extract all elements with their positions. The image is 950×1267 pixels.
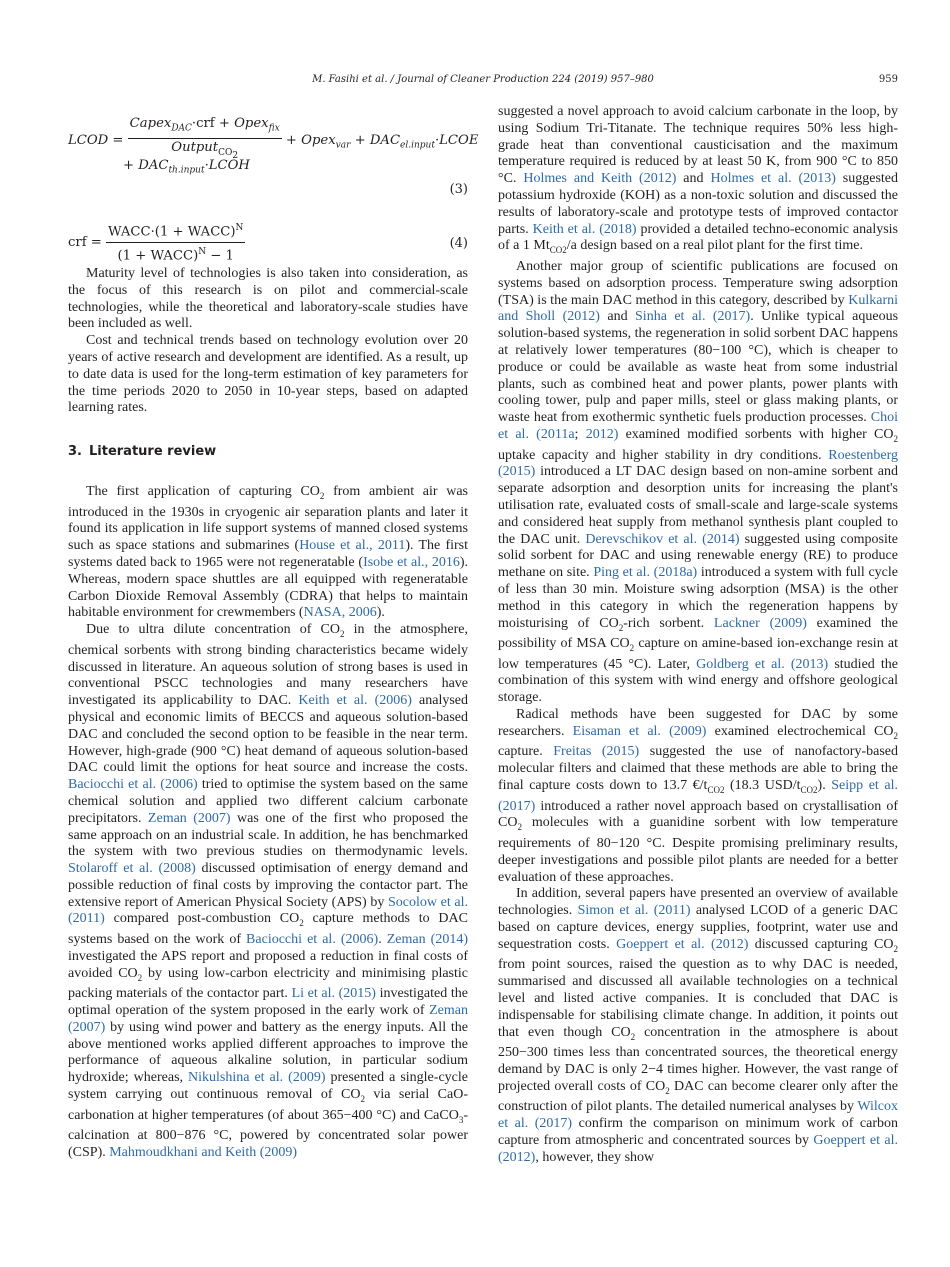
citation-link[interactable]: Derevschikov et al. (2014) <box>585 531 740 547</box>
citation-link[interactable]: NASA, 2006 <box>303 605 377 621</box>
section-heading <box>68 444 468 461</box>
citation-link[interactable]: Simon et al. (2011) <box>577 903 691 919</box>
citation-link[interactable]: Kulkarni and Sholl (2012) <box>498 292 898 325</box>
citation-link[interactable]: Isobe et al., 2016 <box>363 554 460 570</box>
citation-link[interactable]: 2012) <box>585 426 619 442</box>
citation-link[interactable]: Baciocchi et al. (2006) <box>68 777 198 793</box>
citation-link[interactable]: Nikulshina et al. (2009) <box>188 1070 326 1086</box>
citation-link[interactable]: Wilcox et al. (2017) <box>498 1099 898 1132</box>
citation-link[interactable]: Lackner (2009) <box>713 615 807 631</box>
citation-link[interactable]: Sinha et al. (2017) <box>635 309 751 325</box>
paragraph: In addition, several papers have presented an overview of available technologies. Simon et al. (2011) analysed LCOD of a generic DAC based on capture devices, energy supplies, footprint, water use and sequestration costs. Goeppert et al. (2012) discussed capturing $CO_2$ from point sources, raised the question as to why DAC is needed, summarised and discussed all available technologies on a technical level and listed active companies. It is concluded that DAC is indispensable for stabilising climate change. In addition, it points out that even though $CO_2$ concentration in the atmosphere is about 250−300 times less than concentrated sources, the theoretical energy demand by DAC is only 2−4 times higher. However, the vast range of projected overall costs of $CO_2$ DAC can become clearer only after the construction of pilot plants. The detailed numerical analyses by Wilcox et al. (2017) confirm the comparison on minimum work of carbon capture from atmospheric and concentrated sources by Goeppert et al. (2012), however, they show <box>498 886 899 1165</box>
paragraph: The first application of capturing $CO_2$ from ambient air was introduced in the 1930s in cryogenic air separation plants and later it found its application in life support systems of manned closed systems such as space stations and submarines (House et al., 2011). The first systems dated back to 1965 were not regeneratable (Isobe et al., 2016). Whereas, modern space shuttles are all equipped with regeneratable Carbon Dioxide Removal Assembly (CDRA) that helps to maintain habitable environment for crewmembers (NASA, 2006). <box>68 483 469 621</box>
page-number: 959 <box>878 74 898 85</box>
citation-link[interactable]: Keith et al. (2018) <box>532 221 637 237</box>
citation-link[interactable]: Holmes et al. (2013) <box>710 171 836 187</box>
journal-citation: M. Fasihi et al. / Journal of Cleaner Production 224 (2019) 957–980 <box>312 74 654 85</box>
paragraph: Cost and technical trends based on technology evolution over 20 years of active research and development are identified. As a result, up to date data is used for the long-term estimation of key parameters for the time periods 2020 to 2050 in 10-year steps, based on adapted learning rates. <box>68 333 468 416</box>
citation-link[interactable]: Goeppert et al. (2012) <box>498 1132 898 1165</box>
citation-link[interactable]: Stolaroff et al. (2008) <box>68 861 196 877</box>
citation-link[interactable]: Zeman (2007) <box>147 810 231 826</box>
citation-link[interactable]: Zeman (2014) <box>386 932 468 948</box>
citation-link[interactable]: Socolow et al. (2011) <box>68 894 468 927</box>
citation-link[interactable]: Zeman (2007) <box>68 1003 468 1035</box>
equation-3: LCOD = $\frac{Capex_{DAC}\cdot crf + Opex_{fix}}{Output_{CO_2}}$ + Opex$_{var}$ + $DAC_{el.input}\cdot LCOE$ + $DAC_{th.input}\cdot LCOH$ (3) <box>68 116 479 197</box>
section-title: Literature review <box>88 444 217 460</box>
left-column <box>68 104 479 1162</box>
running-head <box>68 74 898 88</box>
equation-3-number: (3) <box>449 182 468 197</box>
right-column <box>498 104 898 1167</box>
equation-4-number: (4) <box>449 236 468 251</box>
citation-link[interactable]: House et al., 2011 <box>299 538 406 554</box>
citation-link[interactable]: Keith et al. (2006) <box>298 693 412 709</box>
citation-link[interactable]: Ping et al. (2018a) <box>593 565 698 581</box>
section-number: 3. <box>68 444 82 460</box>
citation-link[interactable]: Li et al. (2015) <box>291 986 376 1002</box>
citation-link[interactable]: Seipp et al. (2017) <box>498 778 898 814</box>
paragraph: Maturity level of technologies is also taken into consideration, as the focus of this research is on pilot and commercial-scale technologies, while the theoretical and laboratory-scale studies have been included as well. <box>68 266 468 332</box>
citation-link[interactable]: Eisaman et al. (2009) <box>572 723 707 739</box>
citation-link[interactable]: Holmes and Keith (2012) <box>523 171 677 187</box>
paragraph: Due to ultra dilute concentration of $CO_2$ in the atmosphere, chemical sorbents with strong binding characteristics became widely discussed in literature. An aqueous solution of strong bases is used in conventional PSCC technologies and many researchers have investigated its applicability to DAC. Keith et al. (2006) analysed physical and economic limits of BECCS and aqueous solution-based DAC and concluded the second option to be feasible in the near term. However, high-grade (900 °C) heat demand of aqueous solution-based DAC could limit the options for heat source and increase the costs. Baciocchi et al. (2006) tried to optimise the system based on the same chemical solution and applied two different calcium carbonate precipitators. Zeman (2007) was one of the first who proposed the same approach on an industrial scale. In addition, he has benchmarked the system with two previous studies on thermodynamic levels. Stolaroff et al. (2008) discussed optimisation of energy demand and possible reduction of final costs by improving the contactor part. The extensive report of American Physical Society (APS) by Socolow et al. (2011) compared post-combustion $CO_2$ capture methods to DAC systems based on the work of Baciocchi et al. (2006). Zeman (2014) investigated the APS report and proposed a reduction in final costs of avoided $CO_2$ by using low-carbon electricity and minimising plastic packing materials of the contactor part. Li et al. (2015) investigated the optimal operation of the system proposed in the early work of Zeman (2007) by using wind power and battery as the energy inputs. All the above mentioned works applied different approaches to improve the performance of aqueous alkaline solution, in particular sodium hydroxide; whereas, Nikulshina et al. (2009) presented a single-cycle system carrying out continuous removal of $CO_2$ via serial CaO-carbonation at higher temperatures (of about 365−400 °C) and CaCO$_3$-calcination at 800−876 °C, powered by concentrated solar power (CSP). Mahmoudkhani and Keith (2009) <box>68 622 469 1161</box>
equation-4: crf = $\frac{WACC\cdot(1 + WACC)^N}{(1 + WACC)^N - 1}$ (4) <box>68 214 468 266</box>
citation-link[interactable]: Freitas (2015) <box>553 744 640 760</box>
citation-link[interactable]: Goldberg et al. (2013) <box>696 656 829 672</box>
paragraph: Another major group of scientific publications are focused on systems based on adsorption process. Temperature swing adsorption (TSA) is the main DAC method in this category, described by Kulkarni and Sholl (2012) and Sinha et al. (2017). Unlike typical aqueous solution-based systems, the regeneration in solid sorbent DAC happens at relatively lower temperatures (80−100 °C), which is cheaper to produce or could be available as waste heat from some industrial plants, such as combined heat and power plants, power plants with cooling tower, pulp and paper mills, steel or glass making plants, or waste heat from exothermic synthetic fuels production processes. Choi et al. (2011a; 2012) examined modified sorbents with higher $CO_2$ uptake capacity and higher stability in dry conditions. Roestenberg (2015) introduced a LT DAC design based on non-amine sorbent and separate adsorption and desorption units for increasing the plant's utilisation rate, evaluated costs of small-scale and large-scale systems and considered heat supply from methanol synthesis plant coupled to the DAC unit. Derevschikov et al. (2014) suggested using composite solid sorbent for DAC and using renewable energy (RE) to produce methane on site. Ping et al. (2018a) introduced a system with full cycle of less than 30 min. Moisture swing adsorption (MSA) is the other method in this category in which the regeneration happens by moisturising of $CO_2$-rich sorbent. Lackner (2009) examined the possibility of MSA $CO_2$ capture on amine-based ion-exchange resin at low temperatures (45 °C). Later, Goldberg et al. (2013) studied the combination of this system with wind energy and offshore geological storage. <box>498 258 899 706</box>
citation-link[interactable]: Goeppert et al. (2012) <box>616 936 749 952</box>
paragraph: suggested a novel approach to avoid calcium carbonate in the loop, by using Sodium Tri-Titanate. The technique requires 50% less high-grade heat than conventional causticisation and the maximum temperature required is reduced by at least 50 K, from 900 °C to 850 °C. Holmes and Keith (2012) and Holmes et al. (2013) suggested potassium hydroxide (KOH) as a non-toxic solution and discussed the results of laboratory-scale and prototype tests of improved contactor parts. Keith et al. (2018) provided a detailed techno-economic analysis of a 1 $Mt_{CO2}/a$ design based on a real pilot plant for the first time. <box>498 104 899 256</box>
citation-link[interactable]: Baciocchi et al. (2006) <box>246 932 379 948</box>
citation-link[interactable]: Mahmoudkhani and Keith (2009) <box>109 1145 298 1161</box>
citation-link[interactable]: Roestenberg (2015) <box>498 447 898 480</box>
citation-link[interactable]: Choi et al. (2011a <box>498 410 898 442</box>
paragraph: Radical methods have been suggested for DAC by some researchers. Eisaman et al. (2009) examined electrochemical $CO_2$ capture. Freitas (2015) suggested the use of nanofactory-based molecular filters and claimed that these methods are able to bring the final capture costs down to 13.7 $€/t_{CO2}$ (18.3 USD/$t_{CO2}$). Seipp et al. (2017) introduced a rather novel approach based on crystallisation of $CO_2$ molecules with a guanidine sorbent with low temperature requirements of 80−120 °C. Despite promising preliminary results, deeper investigations and possible pilot plants are needed for a better evaluation of these approaches. <box>498 707 898 885</box>
